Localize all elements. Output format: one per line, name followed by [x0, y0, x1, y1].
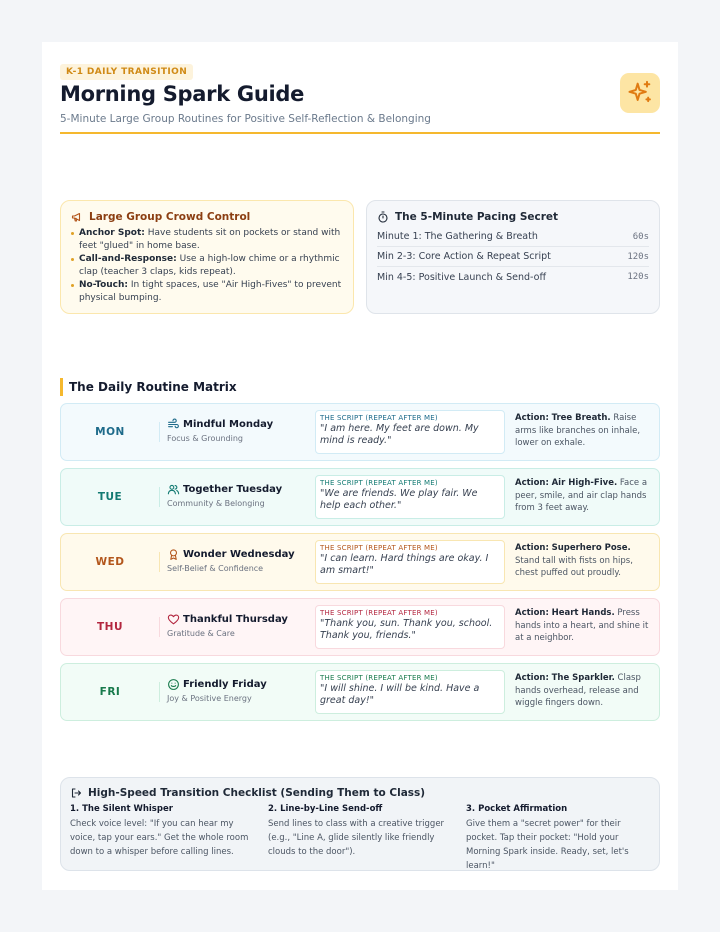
wind-icon — [167, 418, 180, 431]
action-label: Action: — [515, 543, 549, 553]
action-text: Raise arms like branches on inhale, lower on exhale. — [515, 413, 641, 448]
day-row-wed — [60, 533, 660, 591]
script-text: "I can learn. Hard things are okay. I am smart!" — [320, 553, 489, 576]
day-name-label: Thankful Thursday — [183, 614, 288, 625]
checklist-column-body: Check voice level: "If you can hear my voice, tap your ears." Get the whole room down to a whisper before calling lines. — [70, 819, 249, 857]
action-text: Press hands into a heart, and shine it at a neighbor. — [515, 608, 649, 643]
day-script-box — [315, 410, 505, 454]
day-name — [167, 678, 267, 691]
crowd-control-item: Call-and-Response: Use a high-low chime or a rhythmic clap (teacher 3 claps, kids repeat). — [71, 253, 343, 278]
pacing-row — [377, 267, 649, 287]
day-theme: Joy & Positive Energy — [167, 694, 252, 703]
day-code: WED — [95, 556, 125, 568]
checklist-column — [70, 804, 254, 873]
day-theme: Gratitude & Care — [167, 629, 235, 638]
checklist-columns — [70, 804, 650, 873]
day-code: TUE — [97, 491, 123, 503]
pacing-row-duration: 120s — [627, 272, 649, 282]
checklist-column-title: 2. Line-by-Line Send-off — [268, 804, 383, 814]
script-label: THE SCRIPT (REPEAT AFTER ME) — [320, 674, 438, 682]
day-row-fri — [60, 663, 660, 721]
checklist-column-title: 1. The Silent Whisper — [70, 804, 173, 814]
day-code: THU — [97, 621, 123, 633]
day-theme: Focus & Grounding — [167, 434, 243, 443]
day-row-thu — [60, 598, 660, 656]
page-title: Morning Spark Guide — [60, 82, 305, 106]
day-name-label: Friendly Friday — [183, 679, 267, 690]
checklist-header — [70, 787, 650, 799]
pacing-row-duration: 120s — [627, 251, 649, 262]
checklist-column-title: 3. Pocket Affirmation — [466, 804, 568, 814]
day-name — [167, 548, 295, 561]
action-name: Heart Hands. — [551, 608, 615, 618]
action-name: Tree Breath. — [551, 413, 611, 423]
day-script-box — [315, 605, 505, 649]
crowd-control-card — [60, 200, 354, 314]
matrix-title: The Daily Routine Matrix — [60, 378, 237, 396]
action-label: Action: — [515, 478, 549, 488]
day-action — [515, 542, 655, 580]
day-divider — [159, 682, 160, 702]
script-label: THE SCRIPT (REPEAT AFTER ME) — [320, 544, 438, 552]
action-name: The Sparkler. — [551, 673, 615, 683]
day-theme: Community & Belonging — [167, 499, 265, 508]
day-row-tue — [60, 468, 660, 526]
script-text: "We are friends. We play fair. We help each other." — [320, 488, 478, 511]
checklist-column-body: Send lines to class with a creative trigger (e.g., "Line A, glide silently like friendly clouds to the door"). — [268, 819, 445, 857]
day-divider — [159, 617, 160, 637]
day-name-label: Mindful Monday — [183, 419, 274, 430]
day-action — [515, 607, 655, 645]
day-name-label: Wonder Wednesday — [183, 549, 295, 560]
smile-icon — [167, 678, 180, 691]
day-action — [515, 672, 655, 710]
transition-checklist — [60, 777, 660, 871]
script-label: THE SCRIPT (REPEAT AFTER ME) — [320, 414, 438, 422]
day-code: MON — [95, 426, 125, 438]
exit-icon — [70, 787, 82, 799]
checklist-title: High-Speed Transition Checklist (Sending Them to Class) — [88, 787, 426, 799]
day-name — [167, 483, 282, 496]
page-subtitle: 5-Minute Large Group Routines for Positive Self-Reflection & Belonging — [60, 113, 431, 125]
action-text: Face a peer, smile, and air clap hands from 3 feet away. — [515, 478, 648, 513]
crowd-control-list — [71, 227, 343, 304]
users-icon — [167, 483, 180, 496]
day-divider — [159, 552, 160, 572]
script-text: "I am here. My feet are down. My mind is ready." — [320, 423, 479, 446]
day-code: FRI — [99, 686, 121, 698]
checklist-column — [466, 804, 650, 873]
category-tag: K-1 DAILY TRANSITION — [60, 64, 193, 80]
action-label: Action: — [515, 673, 549, 683]
crowd-control-item: Anchor Spot: Have students sit on pockets or stand with feet "glued" in home base. — [71, 227, 343, 252]
header-divider — [60, 132, 660, 134]
pacing-header — [377, 211, 649, 223]
day-row-mon — [60, 403, 660, 461]
pacing-title: The 5-Minute Pacing Secret — [395, 211, 559, 223]
crowd-control-title: Large Group Crowd Control — [89, 211, 251, 223]
action-name: Superhero Pose. — [551, 543, 631, 553]
action-name: Air High-Five. — [551, 478, 618, 488]
day-name-label: Together Tuesday — [183, 484, 283, 495]
day-action — [515, 412, 655, 450]
script-text: "I will shine. I will be kind. Have a great day!" — [320, 683, 480, 706]
crowd-control-item: No-Touch: In tight spaces, use "Air High-Fives" to prevent physical bumping. — [71, 279, 343, 304]
checklist-column — [268, 804, 452, 873]
sparkles-badge — [620, 73, 660, 113]
award-icon — [167, 548, 180, 561]
pacing-card — [366, 200, 660, 314]
script-label: THE SCRIPT (REPEAT AFTER ME) — [320, 609, 438, 617]
day-divider — [159, 487, 160, 507]
pacing-row — [377, 227, 649, 247]
pacing-row-label: Min 4-5: Positive Launch & Send-off — [377, 271, 546, 283]
day-script-box — [315, 475, 505, 519]
pacing-row-label: Min 2-3: Core Action & Repeat Script — [377, 251, 551, 262]
action-label: Action: — [515, 413, 549, 423]
day-name — [167, 418, 273, 431]
crowd-control-header — [71, 211, 343, 223]
script-text: "Thank you, sun. Thank you, school. Thank you, friends." — [320, 618, 493, 641]
timer-icon — [377, 211, 389, 223]
action-text: Stand tall with fists on hips, chest puffed out proudly. — [515, 555, 633, 578]
megaphone-icon — [71, 211, 83, 223]
sparkles-icon — [626, 79, 654, 107]
heart-icon — [167, 613, 180, 626]
day-script-box — [315, 540, 505, 584]
day-divider — [159, 422, 160, 442]
action-text: Clasp hands overhead, release and wiggle fingers down. — [515, 673, 641, 708]
day-script-box — [315, 670, 505, 714]
day-theme: Self-Belief & Confidence — [167, 564, 264, 573]
day-name — [167, 613, 288, 626]
pacing-row-duration: 60s — [632, 231, 649, 242]
day-action — [515, 477, 655, 515]
action-label: Action: — [515, 608, 549, 618]
script-label: THE SCRIPT (REPEAT AFTER ME) — [320, 479, 438, 487]
checklist-column-body: Give them a "secret power" for their pocket. Tap their pocket: "Hold your Morning Spark inside. Ready, set, let's learn!" — [466, 819, 629, 871]
pacing-row-label: Minute 1: The Gathering & Breath — [377, 231, 538, 242]
pacing-row — [377, 247, 649, 267]
page — [42, 42, 678, 890]
